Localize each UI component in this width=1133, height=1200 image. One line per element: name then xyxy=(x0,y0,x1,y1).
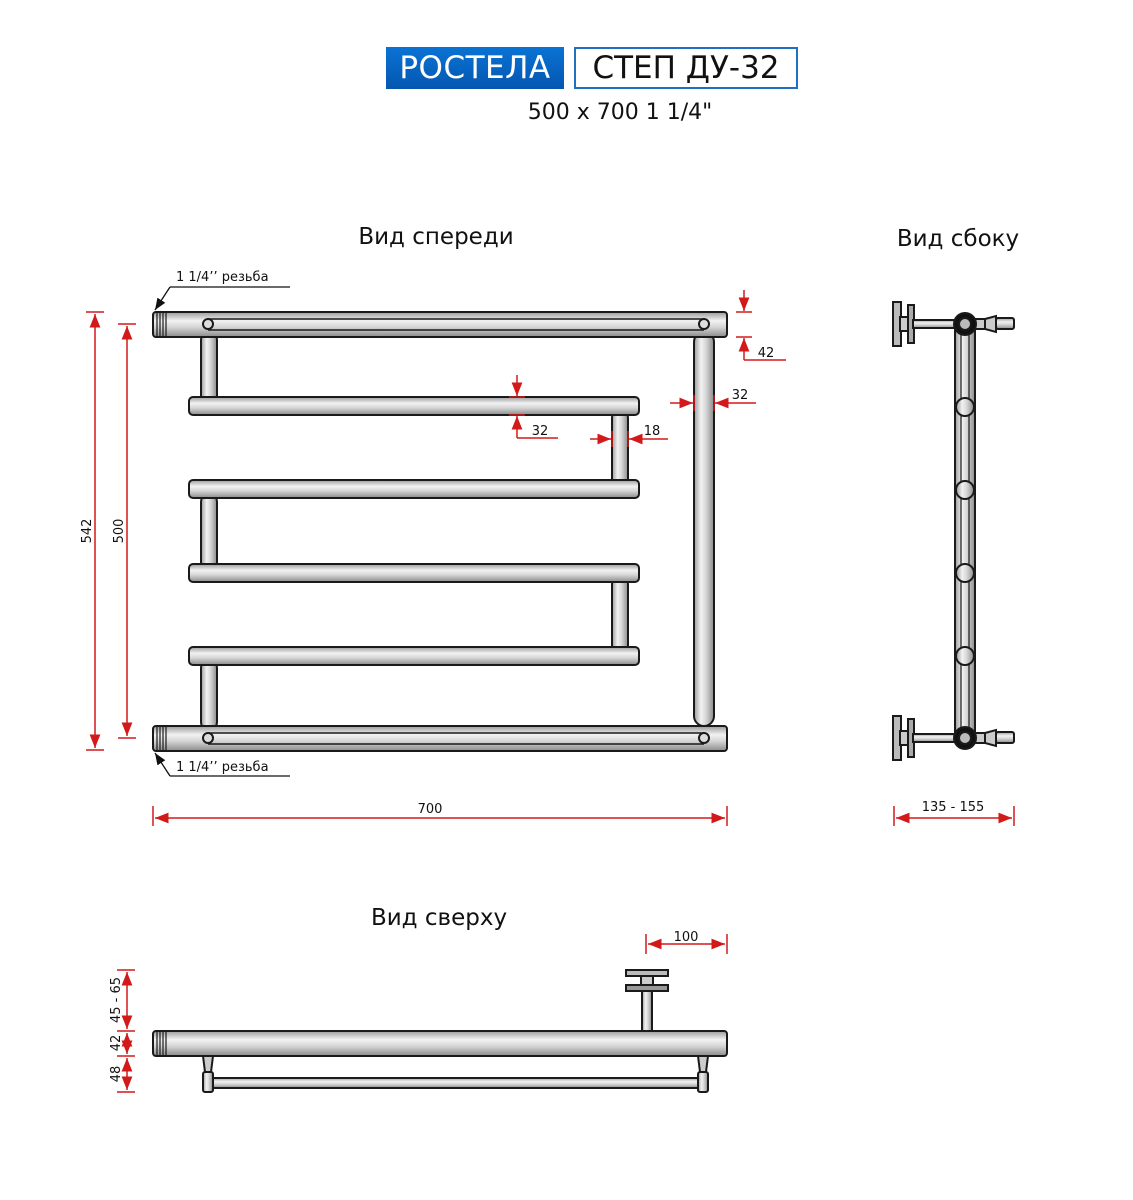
connector-pipe xyxy=(201,332,217,406)
top-view-rung xyxy=(213,1078,698,1088)
dim-32-pipe: 32 xyxy=(731,388,749,403)
top-view-title: Вид сверху xyxy=(370,905,508,931)
dim-45-65: 45 - 65 xyxy=(109,976,124,1024)
side-collector-pipe xyxy=(955,322,975,740)
side-view xyxy=(893,302,1014,760)
dim-700: 700 xyxy=(417,802,443,817)
top-view xyxy=(153,970,727,1092)
connector-pipe xyxy=(201,494,217,570)
dim-top-42: 42 xyxy=(109,1034,124,1052)
thread-callout-bottom xyxy=(155,753,290,776)
brand-logo: РОСТЕЛА xyxy=(386,47,564,89)
connector-pipe xyxy=(612,410,628,488)
dim-42: 42 xyxy=(757,346,775,361)
rung-pipe xyxy=(189,647,639,665)
front-view-title: Вид спереди xyxy=(358,224,514,250)
dim-32-rung: 32 xyxy=(531,424,549,439)
dim-side-depth: 135 - 155 xyxy=(921,800,985,815)
side-view-title: Вид сбоку xyxy=(896,226,1020,252)
rung-pipe xyxy=(189,397,639,415)
rung-end xyxy=(956,647,974,665)
thread-label-bottom: 1 1/4’’ резьба xyxy=(176,760,269,775)
dim-top-48: 48 xyxy=(109,1065,124,1083)
top-main-pipe xyxy=(153,312,727,337)
dim-542: 542 xyxy=(80,518,95,544)
thread-callout-top xyxy=(155,270,290,310)
rung-end xyxy=(956,398,974,416)
model-name: СТЕП ДУ-32 xyxy=(574,47,798,89)
connector-pipe xyxy=(612,576,628,654)
thread-label-top: 1 1/4’’ резьба xyxy=(176,270,269,285)
right-collector-pipe xyxy=(694,332,714,726)
rung-end xyxy=(956,481,974,499)
dim-18: 18 xyxy=(643,424,661,439)
spec-line: 500 x 700 1 1/4" xyxy=(527,100,713,125)
dim-500: 500 xyxy=(112,518,127,544)
rung-end xyxy=(956,564,974,582)
top-view-main-pipe xyxy=(153,1031,727,1056)
front-view xyxy=(153,312,727,751)
dim-100: 100 xyxy=(673,930,699,945)
rung-pipe xyxy=(189,564,639,582)
connector-pipe xyxy=(201,660,217,730)
bottom-main-pipe xyxy=(153,726,727,751)
rung-pipe xyxy=(189,480,639,498)
